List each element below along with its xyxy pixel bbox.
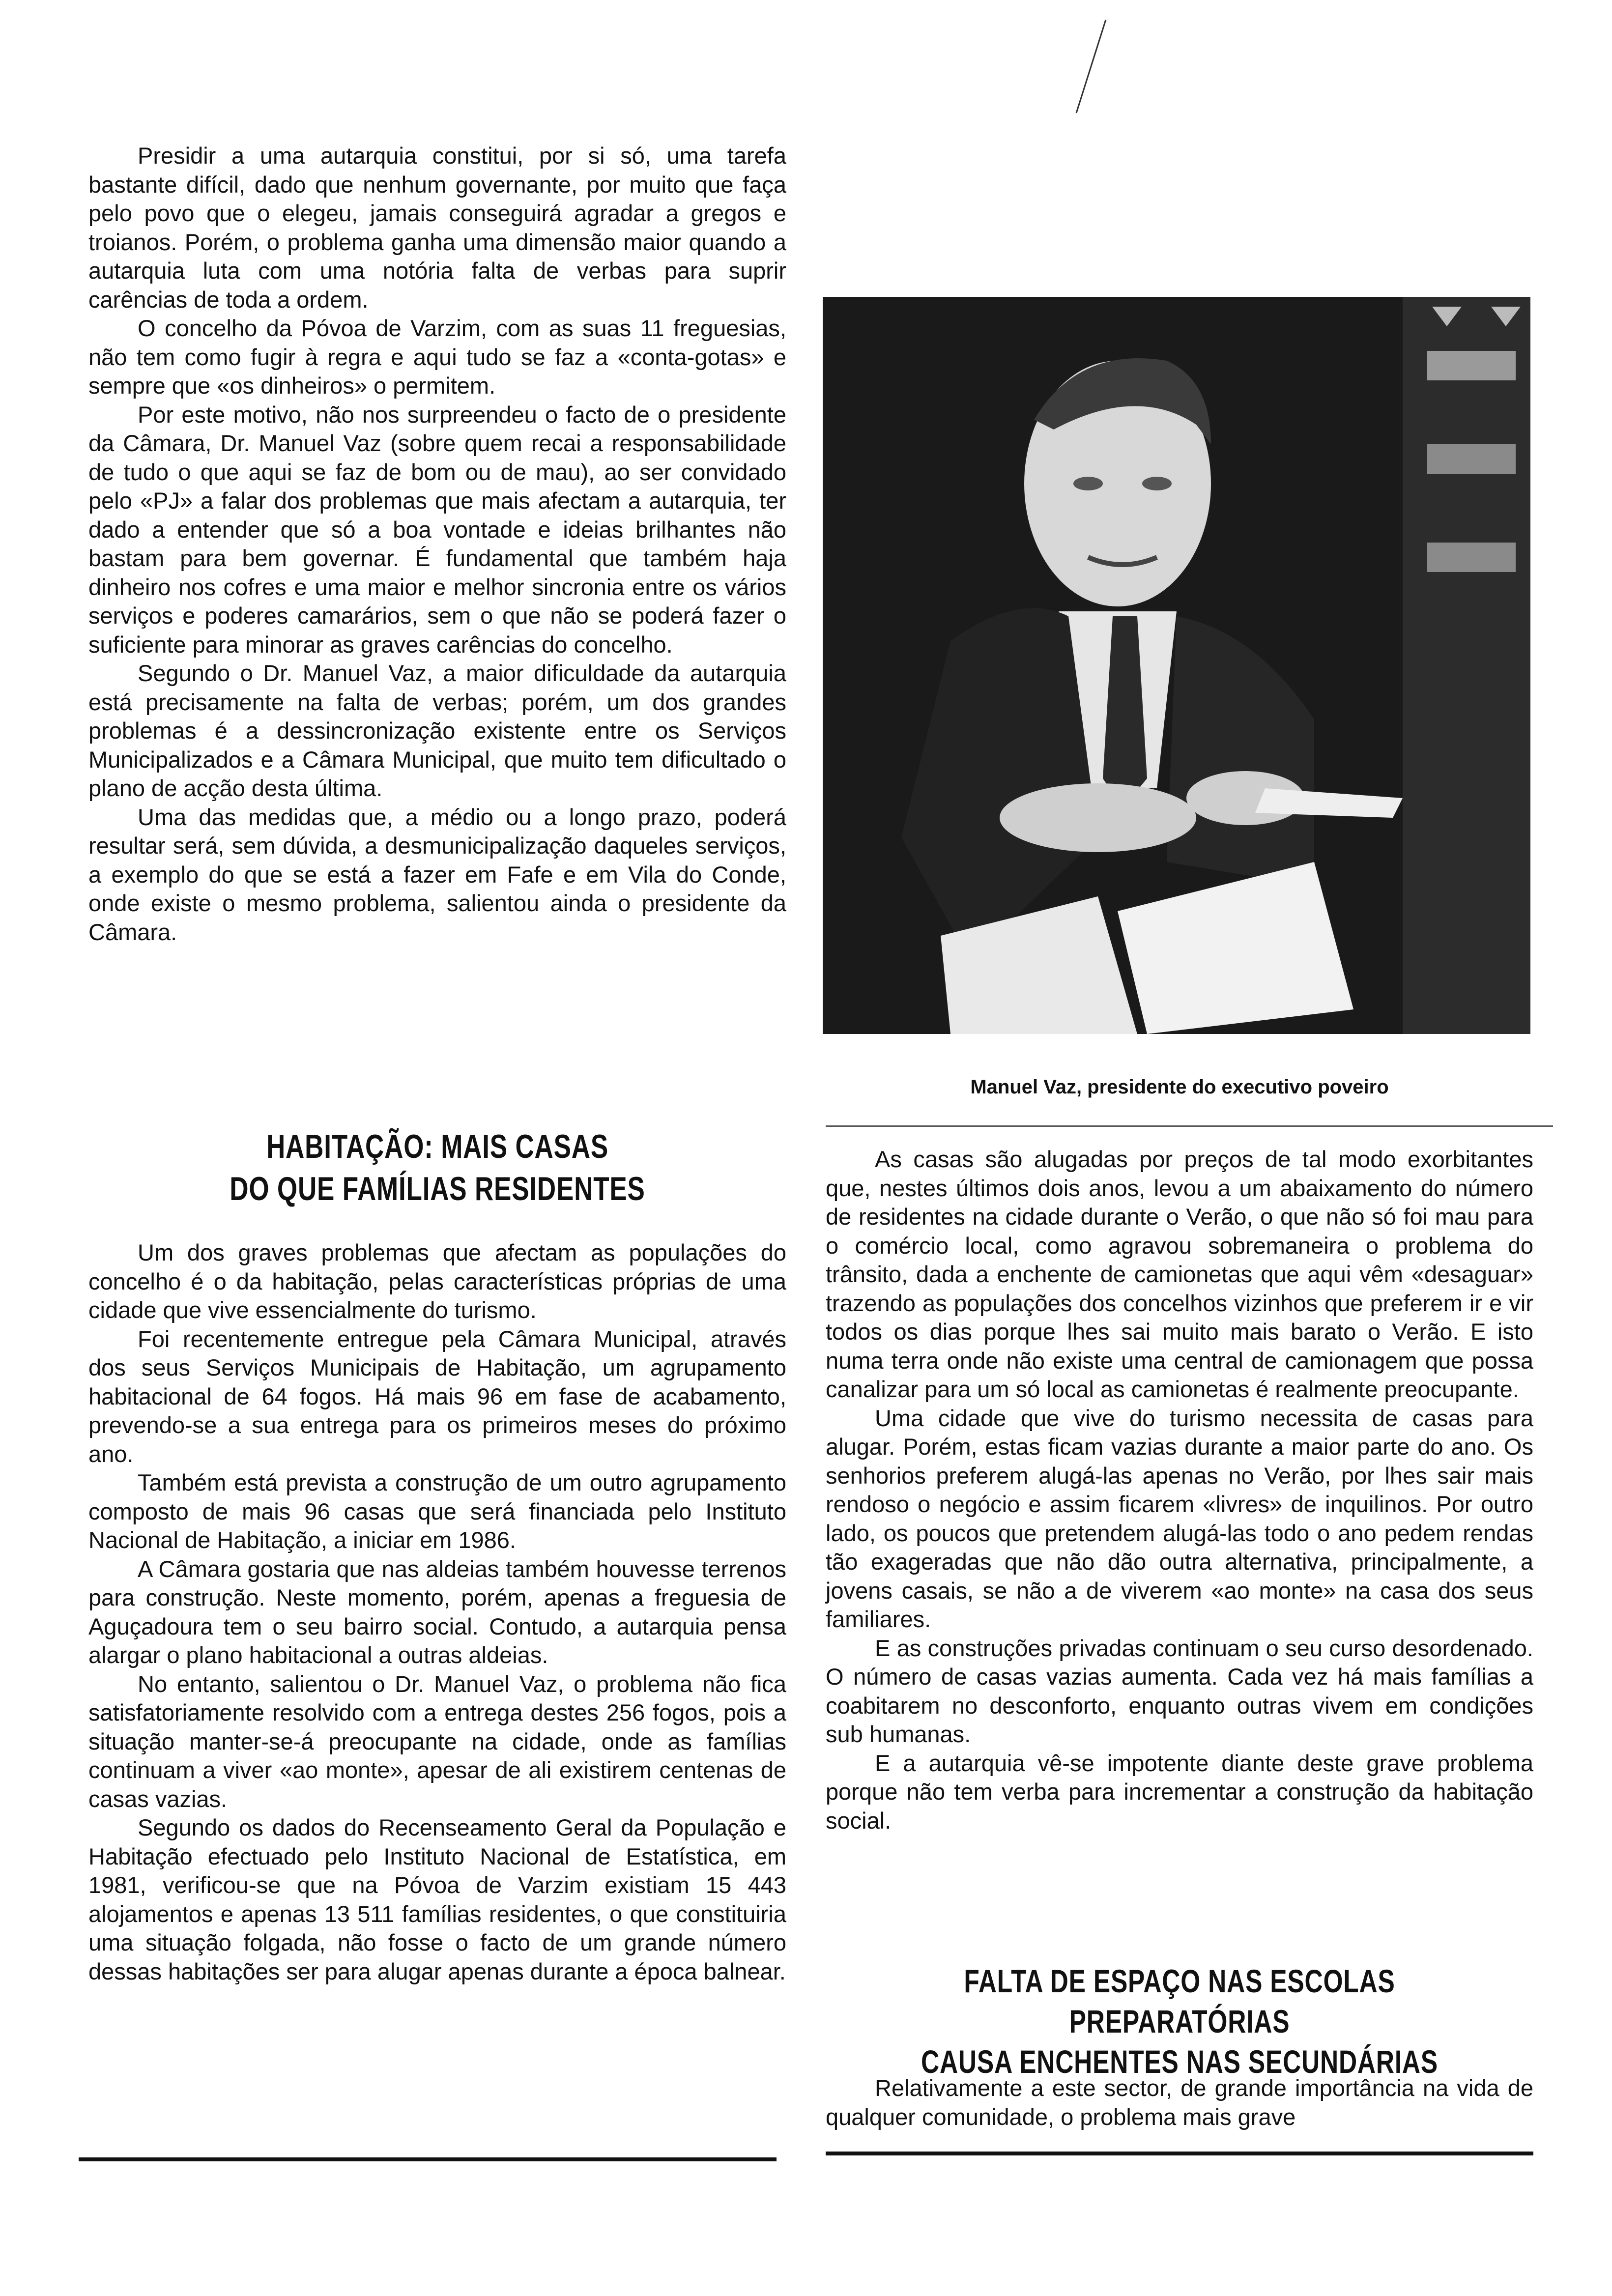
paragraph: Foi recentemente entregue pela Câmara Municipal, através dos seus Serviços Municipais de Habitação, um agrupamento habitacional de 64 fogos. Há mais 96 em fase de acabamento, prevendo-se a sua entrega para os primeiros meses do próximo ano. [88,1325,786,1467]
headline-line: DO QUE FAMÍLIAS RESIDENTES [230,1170,645,1207]
scan-mark [1071,20,1111,118]
paragraph: Um dos graves problemas que afectam as populações do concelho é o da habitação, pelas características próprias de uma cidade que vive essencialmente do turismo. [88,1239,786,1323]
article-column-right [826,1145,1533,1835]
paragraph: A Câmara gostaria que nas aldeias também houvesse terrenos para construção. Neste momento, porém, apenas a freguesia de Aguçadoura tem o seu bairro social. Contudo, a autarquia pensa alargar o plano habitacional a outras aldeias. [88,1555,786,1668]
photo-caption: Manuel Vaz, presidente do executivo poveiro [970,1076,1389,1098]
falta-espaco-headline [865,1961,1494,2082]
paragraph: Uma das medidas que, a médio ou a longo prazo, poderá resultar será, sem dúvida, a desmunicipalização daqueles serviços, a exemplo do que se está a fazer em Fafe e em Vila do Conde, onde existe o mesmo problema, salientou ainda o presidente da Câmara. [88,804,786,945]
paragraph: Segundo os dados do Recenseamento Geral da População e Habitação efectuado pelo Instituto Nacional de Estatística, em 1981, verificou-se que na Póvoa de Varzim existiam 15 443 alojamentos e apenas 13 511 famílias residentes, o que constituiria uma situação folgada, não fosse o facto de um grande número dessas habitações ser para alugar apenas durante a época balnear. [88,1814,786,1984]
portrait-illustration [823,297,1530,1034]
paragraph: Uma cidade que vive do turismo necessita de casas para alugar. Porém, estas ficam vazias durante a maior parte do ano. Os senhorios preferem alugá-las apenas no Verão, por lhes sair mais rendoso o negócio e assim ficarem «livres» de inquilinos. Por outro lado, os poucos que pretendem alugá-las todo o ano pedem rendas tão exageradas que não dão outra alternativa, principalmente, a jovens casais, se não a de viverem «ao monte» na casa dos seus familiares. [826,1405,1533,1632]
paragraph: No entanto, salientou o Dr. Manuel Vaz, o problema não fica satisfatoriamente resolvido com a entrega destes 256 fogos, pois a situação manter-se-á preocupante na cidade, onde as famílias continuam a viver «ao monte», apesar de ali existirem centenas de casas vazias. [88,1670,786,1812]
paragraph: As casas são alugadas por preços de tal modo exorbitantes que, nestes últimos dois anos, levou a um abaixamento do número de residentes na cidade durante o Verão, o que não só foi mau para o comércio local, como agravou sobremaneira o problema do trânsito, dada a enchente de camionetas que aqui vêm «desaguar» trazendo as populações dos concelhos vizinhos que preferem ir e vir todos os dias porque lhes sai muito mais barato o Verão. E isto numa terra onde não existe uma central de camionagem que possa canalizar para um só local as camionetas é realmente preocupante. [826,1146,1533,1402]
paragraph: E as construções privadas continuam o seu curso desordenado. O número de casas vazias aumenta. Cada vez há mais famílias a coabitarem no desconforto, enquanto outras vivem em condições sub humanas. [826,1635,1533,1747]
article-column-left-top [88,142,786,947]
paragraph: Também está prevista a construção de um outro agrupamento composto de mais 96 casas que será financiada pelo Instituto Nacional de Habitação, a iniciar em 1986. [88,1469,786,1553]
paragraph: Por este motivo, não nos surpreendeu o facto de o presidente da Câmara, Dr. Manuel Vaz (sobre quem recai a responsabilidade de tudo o que aqui se faz de bom ou de mau), ao ser convidado pelo «PJ» a falar dos problemas que mais afectam a autarquia, ter dado a entender que só a boa vontade e ideias brilhantes não bastam para bem governar. É fundamental que também haja dinheiro nos cofres e uma maior e melhor sincronia entre os vários serviços e poderes camarários, sem o que não se poderá fazer o suficiente para minorar as graves carências do concelho. [88,401,786,658]
paragraph: O concelho da Póvoa de Varzim, com as suas 11 freguesias, não tem como fugir à regra e aqui tudo se faz a «conta-gotas» e sempre que «os dinheiros» o permitem. [88,315,786,399]
portrait-photo [823,297,1530,1034]
paragraph: Relativamente a este sector, de grande importância na vida de qualquer comunidade, o problema mais grave [826,2075,1533,2130]
headline-line: HABITAÇÃO: MAIS CASAS [266,1128,609,1165]
paragraph: E a autarquia vê-se impotente diante deste grave problema porque não tem verba para incrementar a construção da habitação social. [826,1750,1533,1834]
paragraph: Segundo o Dr. Manuel Vaz, a maior dificuldade da autarquia está precisamente na falta de verbas; porém, um dos grandes problemas é a dessincronização existente entre os Serviços Municipalizados e a Câmara Municipal, que muito tem dificultado o plano de acção desta última. [88,660,786,801]
article-column-right-bottom [826,2074,1533,2131]
headline-line: CAUSA ENCHENTES NAS SECUNDÁRIAS [921,2043,1438,2080]
headline-line: FALTA DE ESPAÇO NAS ESCOLAS PREPARATÓRIAS [964,1963,1395,2039]
habitacao-headline [165,1125,710,1210]
bottom-rule-left [79,2157,777,2161]
divider-line [826,1125,1553,1127]
bottom-rule-right [826,2152,1533,2155]
article-column-left-bottom [88,1238,786,1986]
paragraph: Presidir a uma autarquia constitui, por si só, uma tarefa bastante difícil, dado que nenhum governante, por muito que faça pelo povo que o elegeu, jamais conseguirá agradar a gregos e troianos. Porém, o problema ganha uma dimensão maior quando a autarquia luta com uma notória falta de verbas para suprir carências de toda a ordem. [88,143,786,313]
